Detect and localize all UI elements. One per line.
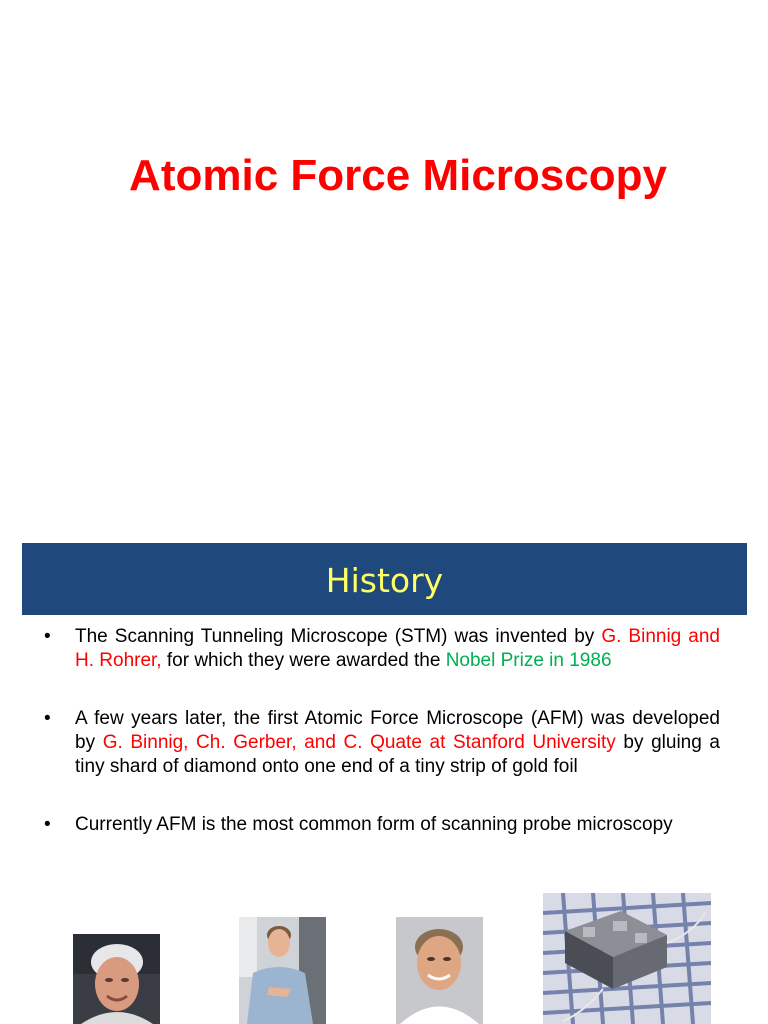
developers-highlight: G. Binnig, Ch. Gerber, and C. Quate at Stanford University [102,732,616,753]
portrait-photo-1 [73,934,160,1024]
bullet-list [44,625,720,837]
bullet-marker: • [44,626,51,647]
bullet-marker: • [44,708,51,729]
portrait-photo-2 [239,917,326,1024]
portrait-photo-3 [396,917,483,1024]
bullet-item-current [44,813,720,837]
bullet-text: A few years later, the first Atomic Force Microscope (AFM) was developed by [75,708,720,753]
inventor-names-highlight: G. Binnig and H. Rohrer, [75,626,720,671]
slide-title: Atomic Force Microscopy [129,151,667,200]
bullet-text: by gluing a tiny shard of diamond onto one end of a tiny strip of gold foil [75,732,720,777]
bullet-text: Currently AFM is the most common form of scanning probe microscopy [75,814,673,835]
history-heading: History [325,561,444,600]
nobel-prize-highlight: Nobel Prize in 1986 [445,650,612,671]
afm-instrument-photo [543,893,711,1024]
bullet-text: for which they were awarded the [161,650,446,671]
history-header-bar [22,543,747,615]
bullet-marker: • [44,814,51,835]
bullet-item-afm [44,707,720,779]
bullet-item-stm [44,625,720,673]
bullet-text: The Scanning Tunneling Microscope (STM) was invented by [75,626,602,647]
